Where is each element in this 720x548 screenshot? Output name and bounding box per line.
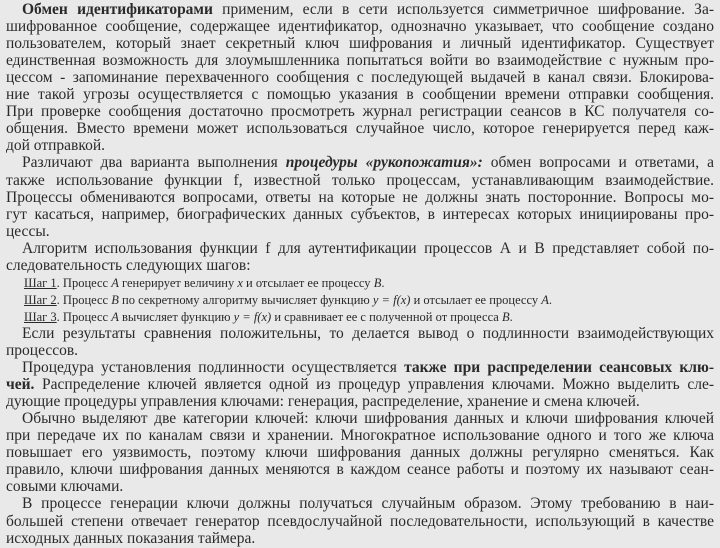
text-line: [6, 206, 714, 224]
text-line: [6, 189, 714, 207]
text-run: применим, если в сети используется симметричное шифрование. За-: [212, 1, 714, 18]
text-line: [6, 478, 714, 496]
text-run: . Процесс: [56, 309, 112, 324]
algorithm-step-line: [24, 274, 714, 292]
text-line: [6, 342, 714, 360]
text-line: [22, 410, 714, 428]
text-line: [22, 154, 714, 172]
text-run: . Процесс: [56, 275, 112, 290]
step-label: Шаг 1: [24, 275, 57, 290]
bold-text: процедуры «рукопожатия»:: [285, 154, 483, 172]
text-run: и отсылает ее процессу: [410, 292, 542, 307]
text-run: обмен вопросами и ответами, а: [482, 154, 715, 172]
text-run: исходных данных показания таймера.: [6, 529, 256, 547]
text-run: большей степени отвечает генератор псевдослучайной последовательности, использующий в качестве: [6, 512, 714, 530]
text-line: [22, 240, 714, 258]
text-line: [6, 35, 714, 53]
text-run: также использование функции f, известной только процессам, устанавливающим взаимодействие.: [6, 171, 714, 189]
text-line: [6, 18, 714, 36]
algorithm-step-line: [24, 308, 714, 326]
italic-text: A: [111, 275, 119, 290]
italic-text: x: [237, 275, 243, 290]
text-run: шифрованное сообщение, содержащее идентификатор, однозначно указывает, что сообщение создано: [6, 18, 714, 36]
text-run: Различают два варианта выполнения: [22, 154, 286, 172]
text-line: [22, 1, 714, 19]
text-line: [6, 223, 714, 241]
text-run: Если результаты сравнения положительны, то делается вывод о подлинности взаимодействующих: [22, 324, 714, 342]
text-line: [6, 103, 714, 121]
text-run: .: [381, 275, 385, 290]
text-line: [6, 120, 714, 138]
text-run: ние такой угрозы осуществляется с помощью указания в сообщении времени отправки сообщения.: [6, 86, 714, 104]
text-line: [6, 52, 714, 70]
text-run: процессов.: [6, 342, 79, 359]
italic-text: B: [111, 292, 119, 307]
text-run: дующие процедуры управления ключами: генерация, распределение, хранение и смена ключей.: [6, 393, 640, 411]
text-run: вычисляет функцию: [118, 309, 234, 324]
text-run: повышает его уязвимость, поэтому ключи шифрования данных должны регулярно сменяться. Как: [6, 444, 714, 462]
text-run: Процессы обмениваются вопросами, ответы на которые не должны знать посторонние. Вопросы мо-: [6, 188, 714, 206]
text-line: [6, 172, 714, 190]
text-line: [6, 86, 714, 104]
italic-text: y = f(x): [372, 292, 411, 307]
text-run: цессом - запоминание перехваченного сообщения с последующей выдачей в канал связи. Блокирова-: [6, 69, 714, 87]
text-line: [6, 137, 714, 155]
step-label: Шаг 2: [24, 292, 57, 307]
bold-text: чей.: [6, 376, 35, 394]
italic-text: A: [111, 309, 119, 324]
algorithm-step-line: [24, 291, 714, 309]
text-run: единственная возможность для злоумышленника попытаться войти во взаимодействие с нужным про-: [6, 52, 714, 70]
text-line: [6, 427, 714, 445]
text-run: по секретному алгоритму вычисляет функцию: [118, 292, 373, 307]
text-run: пользователем, который знает секретный ключ шифрования и личный идентификатор. Существует: [6, 35, 714, 53]
text-run: и отсылает ее процессу: [242, 275, 374, 290]
italic-text: A: [541, 292, 549, 307]
bold-text: также при распределении сеансовых клю-: [404, 359, 714, 377]
text-run: Распределение ключей является одной из процедур управления ключами. Можно выделить сле-: [34, 376, 714, 394]
text-line: [6, 530, 714, 548]
step-label: Шаг 3: [24, 309, 57, 324]
text-line: [22, 325, 714, 343]
text-run: общения. Вместо времени может использоваться случайное число, которое генерируется перед каж-: [6, 120, 714, 138]
text-line: [22, 359, 714, 377]
text-run: гут касаться, например, биографических данных субъектов, в интересах которых инициированы про-: [6, 205, 714, 223]
italic-text: B: [373, 275, 382, 290]
text-line: [6, 376, 714, 394]
text-run: . Процесс: [56, 292, 112, 307]
text-run: .: [548, 292, 553, 307]
text-line: [6, 69, 714, 87]
text-run: следовательность следующих шагов:: [6, 256, 251, 274]
text-run: .: [509, 309, 513, 324]
text-line: [6, 444, 714, 462]
bold-text: Обмен идентификаторами: [22, 1, 213, 18]
text-line: [6, 393, 714, 411]
italic-text: y = f(x): [233, 309, 272, 324]
text-run: совыми ключами.: [6, 478, 124, 496]
text-run: Обычно выделяют две категории ключей: ключи шифрования данных и ключи шифрования ключей: [22, 410, 714, 428]
text-run: Процедура установления подлинности осуществляется: [22, 359, 405, 377]
text-run: при передаче их по каналам связи и хранении. Многократное использование одного и того же ключа: [6, 427, 714, 445]
text-run: В процессе генерации ключи должны получаться случайным образом. Этому требованию в наи-: [22, 495, 714, 513]
text-run: цессы.: [6, 222, 50, 240]
text-run: дой отправкой.: [6, 137, 106, 155]
text-line: [6, 257, 714, 275]
text-run: и сравнивает ее с полученной от процесса: [271, 309, 502, 324]
text-run: генерирует величину: [118, 275, 238, 290]
text-line: [6, 513, 714, 531]
text-run: правило, ключи шифрования данных меняются в каждом сеансе работы и поэтому их называют сеан-: [6, 461, 714, 479]
text-run: Алгоритм использования функции f для аутентификации процессов А и В представляет собой по-: [22, 239, 714, 257]
text-run: При проверке сообщения достаточно просмотреть журнал регистрации сеансов в КС получателя со-: [6, 103, 714, 121]
text-line: [6, 461, 714, 479]
text-line: [22, 495, 714, 513]
italic-text: B: [501, 309, 510, 324]
